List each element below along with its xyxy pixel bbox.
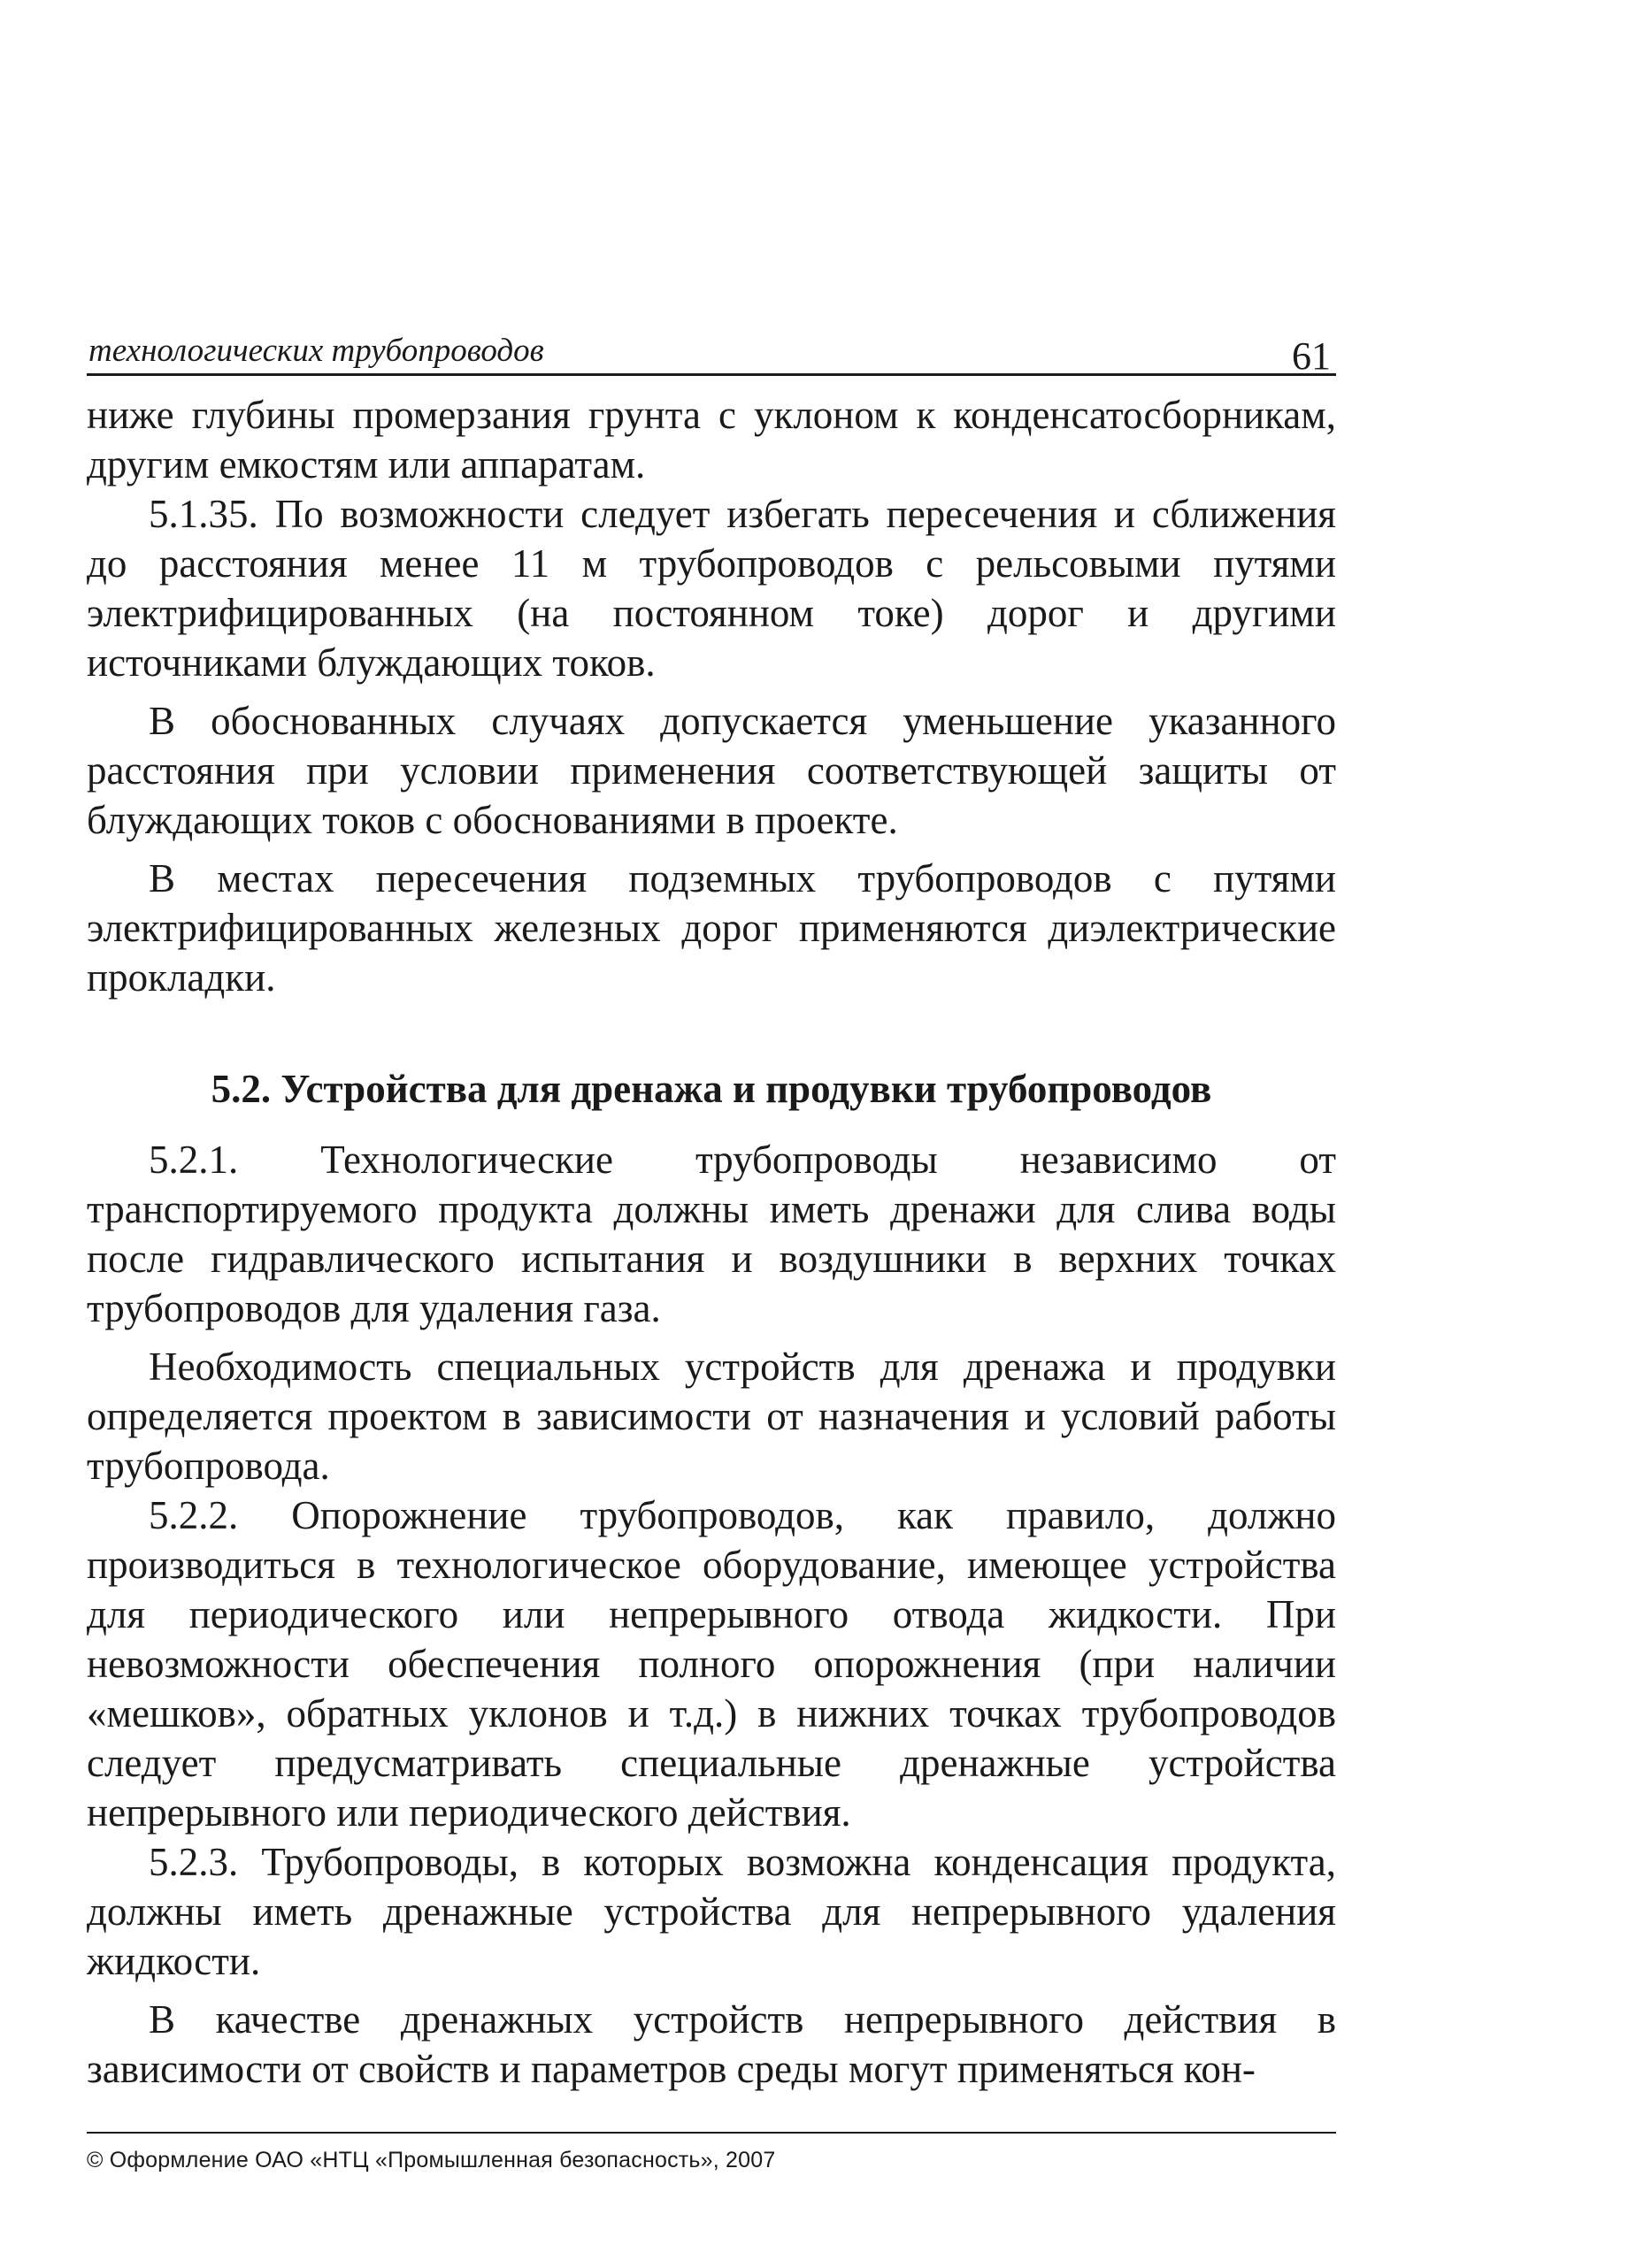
paragraph-justified-cases: В обоснованных случаях допускается уменьшение указанного расстояния при условии применения соответствующей защиты от блуждающих токов с обоснованиями в проекте.: [87, 699, 1336, 842]
running-head: [87, 327, 1336, 376]
paragraph-continuous-drainage: В качестве дренажных устройств непрерывного действия в зависимости от свойств и параметров среды могут применяться кон-: [87, 1997, 1336, 2091]
body-text: [87, 390, 1336, 2094]
paragraph-5-2-1: 5.2.1. Технологические трубопроводы независимо от транспортируемого продукта должны иметь дренажи для слива воды после гидравлического испытания и воздушники в верхних точках трубопроводов для удаления газа.: [87, 1138, 1336, 1330]
paragraph-5-2-3: 5.2.3. Трубопроводы, в которых возможна конденсация продукта, должны иметь дренажные устройства для непрерывного удаления жидкости.: [87, 1840, 1336, 1983]
footer-copyright: © Оформление ОАО «НТЦ «Промышленная безопасность», 2007: [87, 2148, 776, 2172]
paragraph-intersection-places: В местах пересечения подземных трубопроводов с путями электрифицированных железных дорог применяются диэлектрические прокладки.: [87, 856, 1336, 1000]
paragraph-necessity: Необходимость специальных устройств для дренажа и продувки определяется проектом в зависимости от назначения и условий работы трубопровода.: [87, 1345, 1336, 1488]
paragraph-5-2-2: 5.2.2. Опорожнение трубопроводов, как правило, должно производиться в технологическое оборудование, имеющее устройства для периодического или непрерывного отвода жидкости. При невозможности обеспечения полного опорожнения (при наличии «мешков», обратных уклонов и т.д.) в нижних точках трубопроводов следует предусматривать специальные дренажные устройства непрерывного или периодического действия.: [87, 1493, 1336, 1835]
footer-divider: [87, 2132, 1336, 2134]
page-number: 61: [1292, 334, 1331, 378]
paragraph-continuation: ниже глубины промерзания грунта с уклоном к конденсатосборникам, другим емкостям или аппаратам.: [87, 393, 1336, 487]
document-page: [87, 327, 1336, 2094]
section-heading: 5.2. Устройства для дренажа и продувки трубопроводов: [211, 1067, 1212, 1111]
page-footer: [87, 2132, 1336, 2173]
paragraph-5-1-35: 5.1.35. По возможности следует избегать пересечения и сближения до расстояния менее 11 м трубопроводов с рельсовыми путями электрифицированных (на постоянном токе) дорог и другими источниками блуждающих токов.: [87, 492, 1336, 685]
running-title: технологических трубопроводов: [88, 333, 544, 369]
